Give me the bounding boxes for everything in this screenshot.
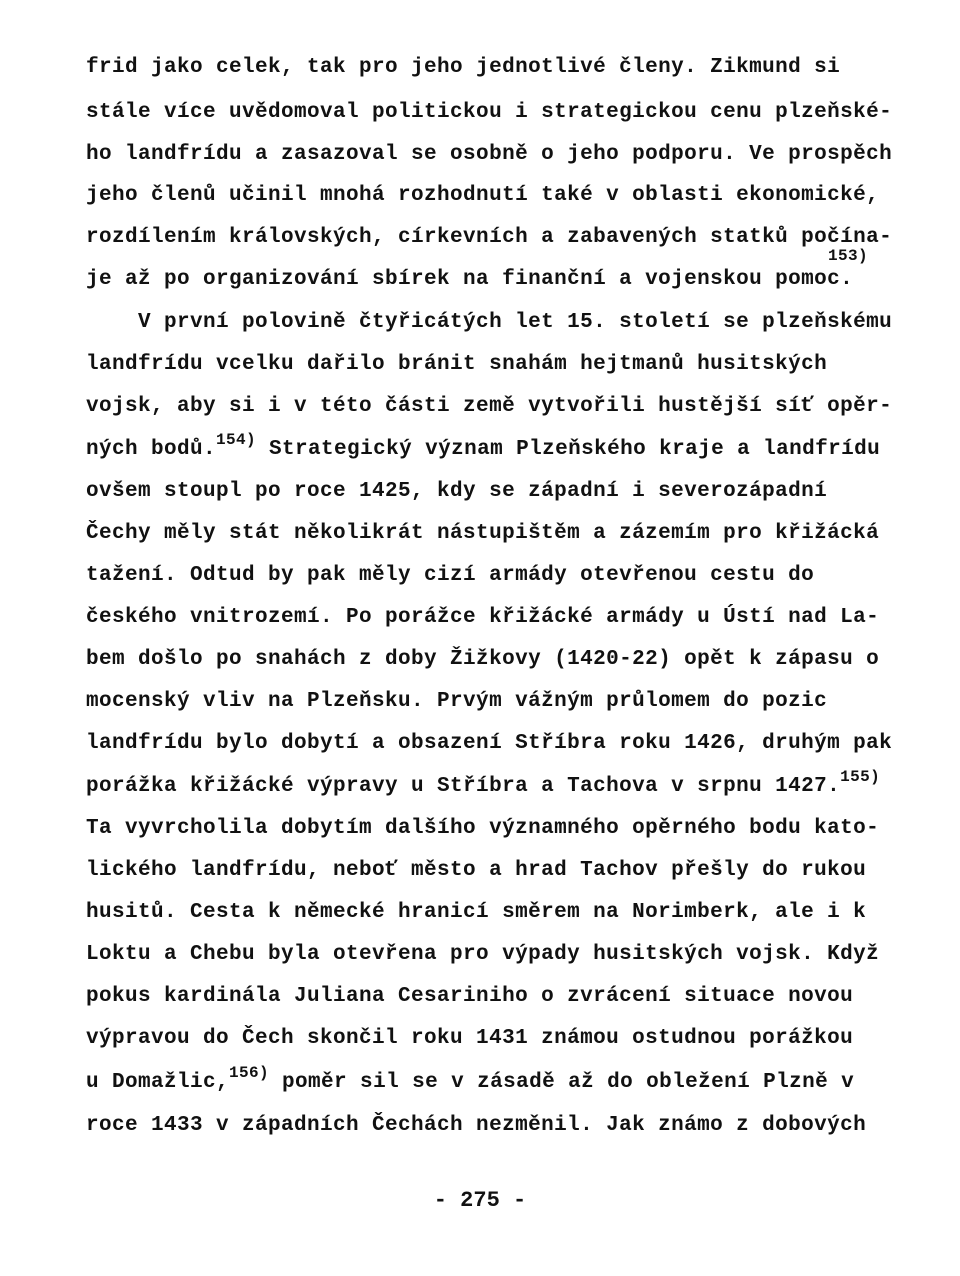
paragraph-first-line: V první polovině čtyřicátých let 15. století se plzeňskému (86, 311, 893, 334)
text-line: landfrídu vcelku dařilo bránit snahám hejtmanů husitských (86, 353, 828, 376)
text-line: Loktu a Chebu byla otevřena pro výpady husitských vojsk. Když (86, 943, 880, 966)
text-line: výpravou do Čech skončil roku 1431 známou ostudnou porážkou (86, 1027, 854, 1050)
text-line: českého vnitrozemí. Po porážce křižácké armády u Ústí nad La- (86, 606, 880, 629)
text-line: stále více uvědomoval politickou i strategickou cenu plzeňské- (86, 101, 893, 124)
page-number: - 275 - (433, 1188, 527, 1213)
text-line: roce 1433 v západních Čechách nezměnil. Jak známo z dobových (86, 1114, 867, 1137)
text-segment: poměr sil se v zásadě až do obležení Plzně v (269, 1071, 855, 1094)
text-line: rozdílením královských, církevních a zabavených statků počína- (86, 226, 893, 249)
footnote-marker-156: 156) (229, 1064, 270, 1082)
footnote-marker-153: 153) (828, 247, 869, 265)
text-line: je až po organizování sbírek na finanční a vojenskou pomoc. (86, 268, 854, 291)
footnote-marker-154: 154) (216, 431, 257, 449)
text-segment: Strategický význam Plzeňského kraje a landfrídu (256, 438, 881, 461)
text-line: ovšem stoupl po roce 1425, kdy se západní i severozápadní (86, 480, 828, 503)
text-line: bem došlo po snahách z doby Žižkovy (1420-22) opět k zápasu o (86, 648, 880, 671)
text-line: frid jako celek, tak pro jeho jednotlivé členy. Zikmund si (86, 56, 841, 79)
text-line (86, 768, 881, 799)
text-segment: ných bodů. (86, 438, 217, 461)
text-line: lického landfrídu, neboť město a hrad Tachov přešly do rukou (86, 859, 867, 882)
text-line (86, 431, 881, 462)
text-segment: porážka křižácké výpravy u Stříbra a Tachova v srpnu 1427. (86, 775, 841, 798)
text-line: husitů. Cesta k německé hranicí směrem na Norimberk, ale i k (86, 901, 867, 924)
text-line: landfrídu bylo dobytí a obsazení Stříbra roku 1426, druhým pak (86, 732, 893, 755)
text-line: jeho členů učinil mnohá rozhodnutí také v oblasti ekonomické, (86, 184, 880, 207)
text-segment: u Domažlic, (86, 1071, 230, 1094)
text-line: ho landfrídu a zasazoval se osobně o jeho podporu. Ve prospěch (86, 143, 893, 166)
text-line: mocenský vliv na Plzeňsku. Prvým vážným průlomem do pozic (86, 690, 828, 713)
footnote-marker-155: 155) (840, 768, 881, 786)
text-line: tažení. Odtud by pak měly cizí armády otevřenou cestu do (86, 564, 815, 587)
text-line (86, 1064, 855, 1095)
text-line: Čechy měly stát několikrát nástupištěm a zázemím pro křižácká (86, 522, 880, 545)
text-line: pokus kardinála Juliana Cesariniho o zvrácení situace novou (86, 985, 854, 1008)
text-line: vojsk, aby si i v této části země vytvořili hustější síť opěr- (86, 395, 893, 418)
text-line: Ta vyvrcholila dobytím dalšího významného opěrného bodu kato- (86, 817, 880, 840)
